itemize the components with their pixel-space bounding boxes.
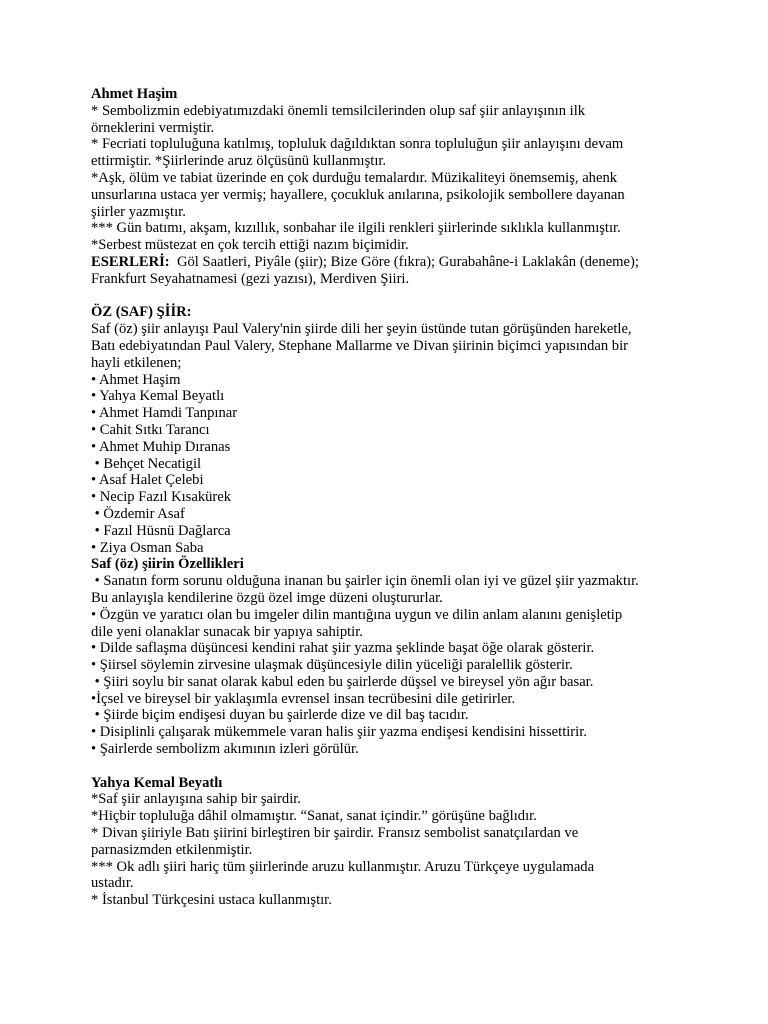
text-line: Saf (öz) şiir anlayışı Paul Valery'nin şiirde dili her şeyin üstünde tutan görüşünden hareketle, [91,321,632,338]
feature-line: • Disiplinli çalışarak mükemmele varan halis şiir yazma endişesi kendisini hissettirir. [91,724,587,741]
text-line: * İstanbul Türkçesini ustaca kullanmıştır. [91,892,332,909]
text-line: şiirler yazmıştır. [91,203,186,220]
section-title-ahmet-hasim: Ahmet Haşim [91,86,178,102]
works-line [91,254,748,271]
text-line: *Saf şiir anlayışına sahip bir şairdir. [91,791,301,808]
poet-list-item: • Asaf Halet Çelebi [91,472,204,489]
feature-line: • Özgün ve yaratıcı olan bu imgeler dilin mantığına uygun ve dilin anlam alanını genişletip [91,606,623,623]
poet-list-item: • Ahmet Haşim [91,371,181,388]
poet-list-item: • Fazıl Hüsnü Dağlarca [91,522,231,539]
feature-line: • Şairlerde sembolizm akımının izleri görülür. [91,741,359,758]
poet-list-item: • Ahmet Hamdi Tanpınar [91,405,238,422]
text-line: örneklerini vermiştir. [91,119,215,136]
spacer [91,288,748,305]
poet-list-item: • Necip Fazıl Kısakürek [91,489,232,506]
text-line: *Serbest müstezat en çok tercih ettiği nazım biçimidir. [91,237,409,254]
text-line: * Divan şiiriyle Batı şiirini birleştiren bir şairdir. Fransız sembolist sanatçılardan ve [91,825,579,842]
poet-list-item: • Ziya Osman Saba [91,539,204,556]
poet-list-item: • Behçet Necatigil [91,455,202,472]
works-label: ESERLERİ: [91,253,170,270]
section-title-features: Saf (öz) şiirin Özellikleri [91,556,244,573]
section-title-yahya-kemal: Yahya Kemal Beyatlı [91,774,223,791]
text-line: *Aşk, ölüm ve tabiat üzerinde en çok durduğu temalardır. Müzikaliteyi önemsemiş, ahenk [91,169,618,186]
text-line: *Hiçbir topluluğa dâhil olmamıştır. “Sanat, sanat içindir.” görüşüne bağlıdır. [91,808,537,825]
text-line: hayli etkilenen; [91,354,182,371]
poet-list-item: • Özdemir Asaf [91,505,185,522]
feature-line: • Şiirde biçim endişesi duyan bu şairlerde dize ve dil baş tacıdır. [91,707,469,724]
spacer [91,758,748,775]
feature-line: • Şiiri soylu bir sanat olarak kabul eden bu şairlerde düşsel ve bireysel yön ağır basar. [91,673,594,690]
text-line: * Sembolizmin edebiyatımızdaki önemli temsilcilerinden olup saf şiir anlayışının ilk [91,102,586,119]
text-line: * Fecriati topluluğuna katılmış, topluluk dağıldıktan sonra topluluğun şiir anlayışını devam [91,136,624,153]
feature-line: • Dilde saflaşma düşüncesi kendini rahat şiir yazma şeklinde başat öğe olarak gösterir. [91,640,595,657]
feature-line: •İçsel ve bireysel bir yaklaşımla evrensel insan tecrübesini dile getirirler. [91,690,516,707]
feature-line: • Şiirsel söylemin zirvesine ulaşmak düşüncesiyle dilin yüceliği paralellik gösterir. [91,657,573,674]
text-line: *** Gün batımı, akşam, kızıllık, sonbahar ile ilgili renkleri şiirlerinde sıklıkla kullanmıştır. [91,220,621,237]
text-line: ettirmiştir. *Şiirlerinde aruz ölçüsünü kullanmıştır. [91,153,387,170]
poet-list-item: • Ahmet Muhip Dıranas [91,438,231,455]
feature-line: Bu anlayışla kendilerine özgü özel imge düzeni oluştururlar. [91,589,443,606]
section-title-oz-siir: ÖZ (SAF) ŞİİR: [91,304,192,321]
poet-list-item: • Cahit Sıtkı Tarancı [91,421,210,438]
feature-line: • Sanatın form sorunu olduğuna inanan bu şairler için önemli olan iyi ve güzel şiir yazmaktır. [91,573,639,590]
text-line: Frankfurt Seyahatnamesi (gezi yazısı), Merdiven Şiiri. [91,270,410,287]
feature-line: dile yeni olanaklar sunacak bir yapıya sahiptir. [91,623,363,640]
works-list: Göl Saatleri, Piyâle (şiir); Bize Göre (fıkra); Gurabahâne-i Laklakân (deneme); [169,253,639,270]
text-line: *** Ok adlı şiiri hariç tüm şiirlerinde aruzu kullanmıştır. Aruzu Türkçeye uygulamada [91,858,595,875]
text-line: Batı edebiyatından Paul Valery, Stephane Mallarme ve Divan şiirinin biçimci yapısından bir [91,337,628,354]
text-line: unsurlarına ustaca yer vermiş; hayallere, çocukluk anılarına, psikolojik sembollere dayanan [91,186,625,203]
poet-list-item: • Yahya Kemal Beyatlı [91,388,225,405]
text-line: parnasizmden etkilenmiştir. [91,841,253,858]
text-line: ustadır. [91,875,134,892]
